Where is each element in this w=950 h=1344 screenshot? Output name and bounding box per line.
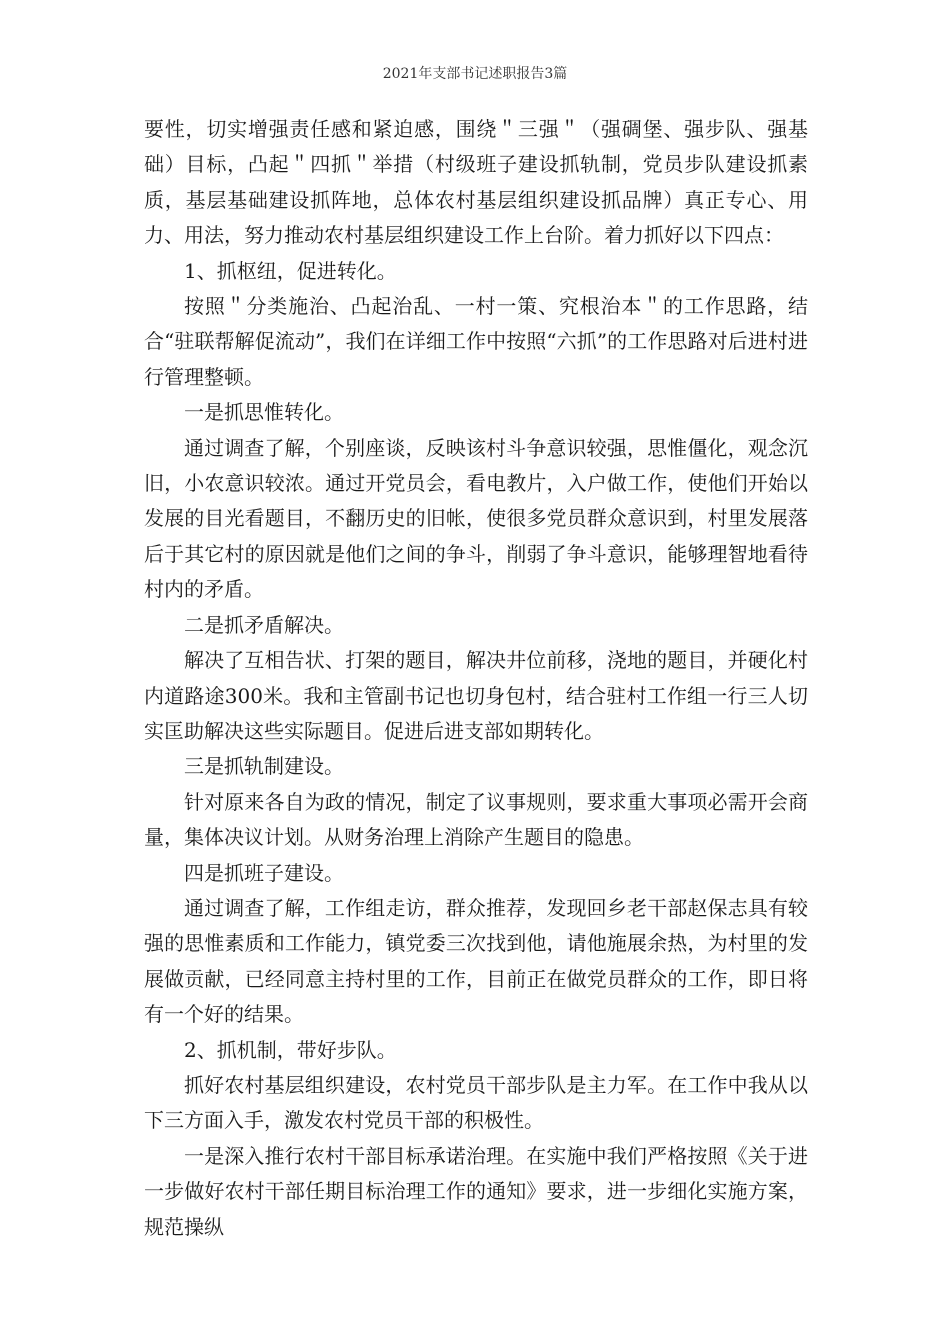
paragraph-7: 抓好农村基层组织建设，农村党员干部步队是主力军。在工作中我从以下三方面入手，激发农村党员干部的积极性。 bbox=[144, 1072, 808, 1133]
subheading-thinking: 一是抓思惟转化。 bbox=[184, 400, 344, 425]
subheading-system: 三是抓轨制建设。 bbox=[184, 754, 344, 779]
subheading-conflict: 二是抓矛盾解决。 bbox=[184, 612, 344, 637]
paragraph-4: 解决了互相告状、打架的题目，解决井位前移，浇地的题目，并硬化村内道路途300米。我和主管副书记也切身包村，结合驻村工作组一行三人切实匡助解决这些实际题目。促进后进支部如期转化。 bbox=[144, 648, 808, 743]
paragraph-3: 通过调查了解，个别座谈，反映该村斗争意识较强，思惟僵化，观念沉旧，小农意识较浓。通过开党员会，看电教片，入户做工作，使他们开始以发展的目光看题目，不翻历史的旧帐，使很多党员群众意识到，村里发展落后于其它村的原因就是他们之间的争斗，削弱了争斗意识，能够理智地看待村内的矛盾。 bbox=[144, 435, 808, 602]
document-body bbox=[144, 112, 808, 1245]
paragraph-5: 针对原来各自为政的情况，制定了议事规则，要求重大事项必需开会商量，集体决议计划。从财务治理上消除产生题目的隐患。 bbox=[144, 789, 808, 850]
page-header: 2021年支部书记述职报告3篇 bbox=[382, 66, 568, 82]
paragraph-6: 通过调查了解，工作组走访，群众推荐，发现回乡老干部赵保志具有较强的思惟素质和工作能力，镇党委三次找到他，请他施展余热，为村里的发展做贡献，已经同意主持村里的工作，目前正在做党员群众的工作，即日将有一个好的结果。 bbox=[144, 895, 808, 1027]
paragraph-8: 一是深入推行农村干部目标承诺治理。在实施中我们严格按照《关于进一步做好农村干部任期目标治理工作的通知》要求，进一步细化实施方案，规范操纵 bbox=[144, 1143, 808, 1239]
paragraph-1: 要性，切实增强责任感和紧迫感，围绕＂三强＂（强碉堡、强步队、强基础）目标，凸起＂四抓＂举措（村级班子建设抓轨制，党员步队建设抓素质，基层基础建设抓阵地，总体农村基层组织建设抓品牌）真正专心、用力、用法，努力推动农村基层组织建设工作上台阶。着力抓好以下四点： bbox=[144, 117, 808, 248]
section-heading-1: 1、抓枢纽，促进转化。 bbox=[184, 258, 397, 283]
subheading-team: 四是抓班子建设。 bbox=[184, 860, 344, 885]
section-heading-2: 2、抓机制，带好步队。 bbox=[184, 1037, 397, 1062]
paragraph-2: 按照＂分类施治、凸起治乱、一村一策、究根治本＂的工作思路，结合“驻联帮解促流动”，我们在详细工作中按照“六抓”的工作思路对后进村进行管理整顿。 bbox=[144, 294, 808, 389]
